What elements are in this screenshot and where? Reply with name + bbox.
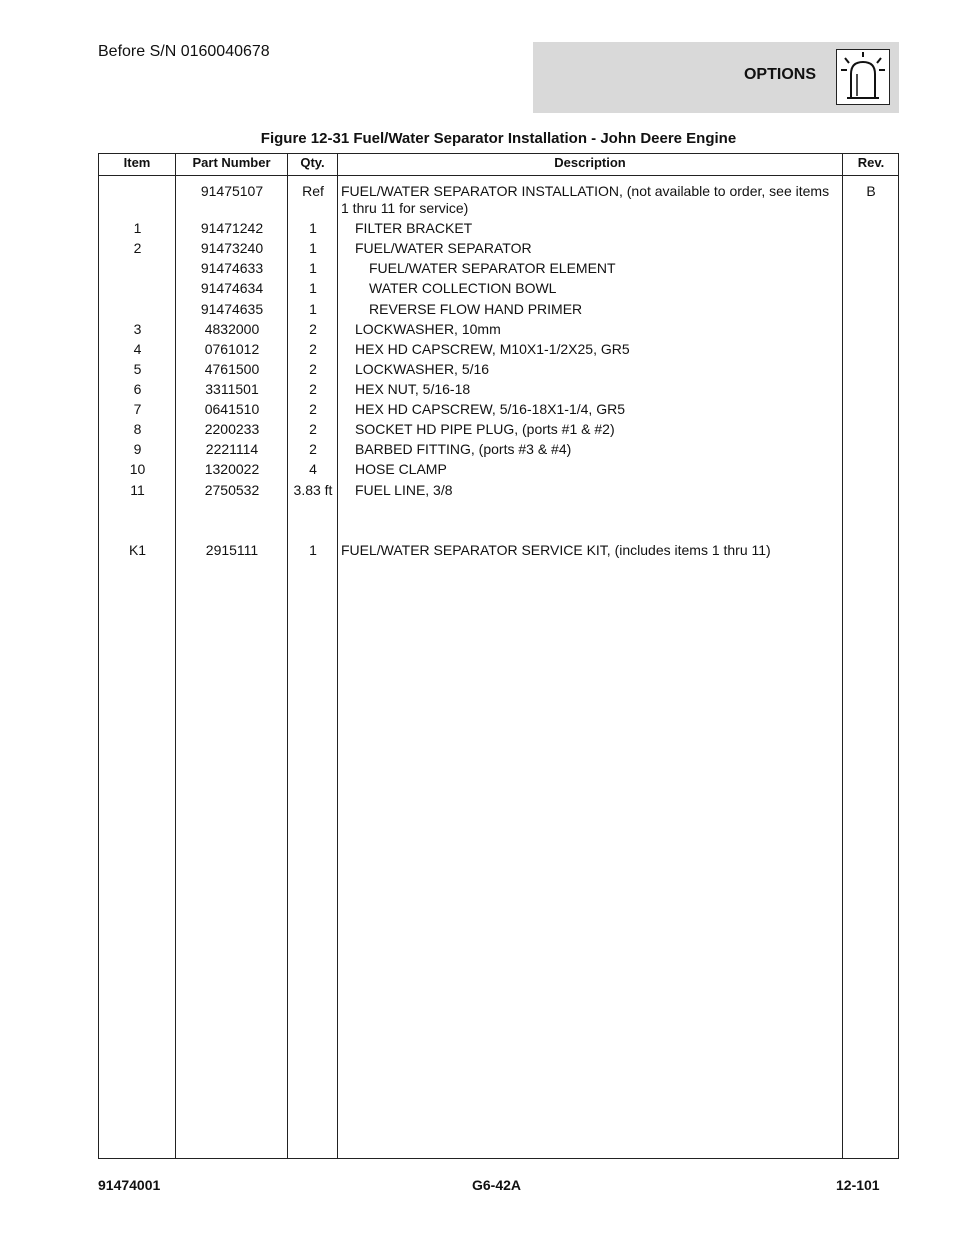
item-cell: 2 (133, 240, 142, 256)
col-header-item: Item (123, 155, 151, 170)
description-cell: LOCKWASHER, 5/16 (355, 361, 490, 377)
description-cell: WATER COLLECTION BOWL (369, 280, 557, 296)
part-number-cell: 91474633 (200, 260, 264, 276)
description-cell: FUEL/WATER SEPARATOR (355, 240, 532, 256)
col-header-rev: Rev. (857, 155, 885, 170)
rev-cell: B (866, 183, 876, 199)
qty-cell: 2 (309, 441, 317, 457)
qty-cell: 2 (309, 381, 317, 397)
item-cell: 3 (133, 321, 142, 337)
section-label: OPTIONS (743, 66, 816, 83)
light-beacon-icon (836, 49, 890, 105)
description-cell: FILTER BRACKET (355, 220, 473, 236)
qty-cell: 3.83 ft (293, 482, 333, 498)
description-cell: HOSE CLAMP (355, 461, 447, 477)
qty-cell: 2 (309, 321, 317, 337)
qty-cell: 1 (309, 301, 317, 317)
description-cell: REVERSE FLOW HAND PRIMER (369, 301, 583, 317)
qty-cell: 1 (309, 220, 317, 236)
description-cell: FUEL/WATER SEPARATOR ELEMENT (369, 260, 616, 276)
qty-cell: 4 (309, 461, 317, 477)
part-number-cell: 4761500 (204, 361, 260, 377)
figure-title: Figure 12-31 Fuel/Water Separator Installation - John Deere Engine (260, 130, 737, 147)
item-cell: 8 (133, 421, 142, 437)
description-cell: FUEL/WATER SEPARATOR INSTALLATION, (not available to order, see items 1 thru 11 for service) (341, 183, 830, 216)
qty-cell: Ref (302, 183, 324, 199)
part-number-cell: 2750532 (204, 482, 260, 498)
qty-cell: 2 (309, 361, 317, 377)
part-number-cell: 91474634 (200, 280, 264, 296)
item-cell: 6 (133, 381, 142, 397)
qty-cell: 2 (309, 421, 317, 437)
part-number-cell: 91471242 (200, 220, 264, 236)
qty-cell: 2 (309, 341, 317, 357)
qty-cell: 1 (309, 260, 317, 276)
qty-cell: 2 (309, 401, 317, 417)
serial-note: Before S/N 0160040678 (98, 43, 270, 60)
qty-cell: 1 (309, 542, 317, 558)
description-cell: HEX HD CAPSCREW, 5/16-18X1-1/4, GR5 (355, 401, 625, 417)
part-number-cell: 91474635 (200, 301, 264, 317)
item-cell: 11 (130, 482, 145, 498)
description-cell: FUEL LINE, 3/8 (355, 482, 453, 498)
item-cell: 7 (133, 401, 142, 417)
part-number-cell: 91473240 (200, 240, 264, 256)
col-header-description: Description (554, 155, 626, 170)
item-cell: 5 (133, 361, 142, 377)
footer-doc-number: 91474001 (98, 1177, 161, 1193)
item-cell: K1 (128, 542, 147, 558)
part-number-cell: 0761012 (204, 341, 260, 357)
description-cell: LOCKWASHER, 10mm (355, 321, 501, 337)
description-cell: FUEL/WATER SEPARATOR SERVICE KIT, (includes items 1 thru 11) (341, 542, 771, 558)
part-number-cell: 3311501 (205, 381, 259, 397)
part-number-cell: 2200233 (204, 421, 260, 437)
footer-page-number: 12-101 (836, 1177, 880, 1193)
part-number-cell: 2221114 (205, 441, 259, 457)
parts-table (98, 153, 899, 1159)
description-cell: HEX NUT, 5/16-18 (355, 381, 471, 397)
col-header-qty: Qty. (300, 155, 325, 170)
part-number-cell: 91475107 (200, 183, 264, 199)
part-number-cell: 0641510 (204, 401, 260, 417)
section-banner (533, 42, 899, 113)
part-number-cell: 2915111 (205, 542, 259, 558)
item-cell: 10 (129, 461, 146, 477)
part-number-cell: 1320022 (204, 461, 260, 477)
item-cell: 1 (133, 220, 142, 236)
item-cell: 9 (133, 441, 142, 457)
item-cell: 4 (133, 341, 142, 357)
description-cell: HEX HD CAPSCREW, M10X1-1/2X25, GR5 (355, 341, 630, 357)
footer-model: G6-42A (472, 1177, 522, 1193)
description-cell: BARBED FITTING, (ports #3 & #4) (355, 441, 572, 457)
part-number-cell: 4832000 (204, 321, 260, 337)
qty-cell: 1 (309, 280, 317, 296)
description-cell: SOCKET HD PIPE PLUG, (ports #1 & #2) (355, 421, 615, 437)
qty-cell: 1 (309, 240, 317, 256)
col-header-part-number: Part Number (192, 155, 271, 170)
